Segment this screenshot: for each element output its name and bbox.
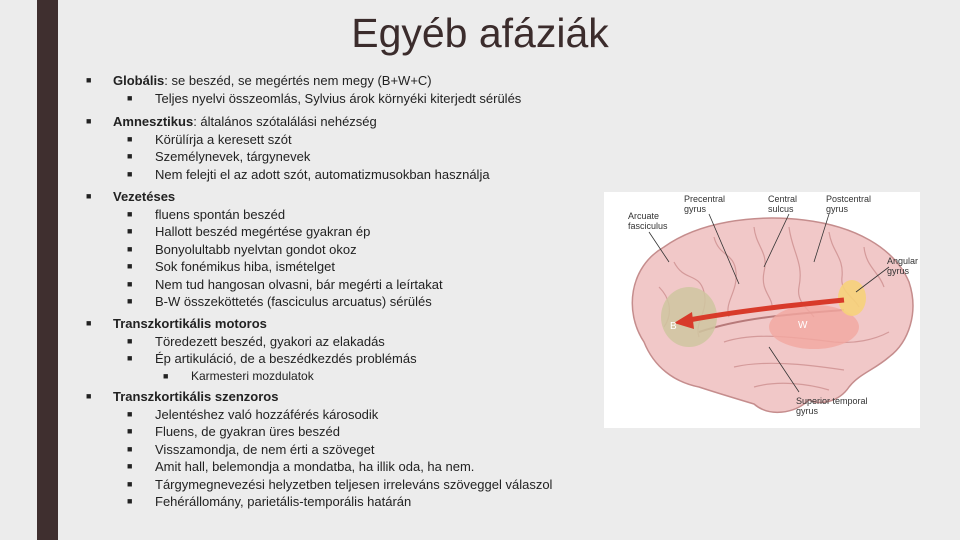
list-item: ■ Hallott beszéd megértése gyakran ép [127,224,371,239]
label-precentral-2: gyrus [684,204,707,214]
bullet-icon: ■ [127,296,133,306]
section-amnesztikus [86,113,490,183]
bullet-icon: ■ [127,278,133,289]
list-item: ■ Nem felejti el az adott szót, automatizmusokban használja [127,166,490,182]
section-head: ■ Vezetéses [86,189,176,204]
list-item: ■ Nem tud hangosan olvasni, bár megérti a leírtakat [127,276,443,292]
bullet-icon: ■ [86,391,92,401]
bullet-icon: ■ [127,226,133,236]
slide-title: Egyéb afáziák [351,10,609,56]
section-globalis [86,72,521,107]
bullet-icon: ■ [163,370,169,381]
section-head: ■ Amnesztikus: általános szótalálási nehézség [86,114,377,129]
section-head: ■ Globális: se beszéd, se megértés nem megy (B+W+C) [86,73,432,88]
section-transzkortikalis-szenzoros [86,388,552,511]
list-item: ■ Személynevek, tárgynevek [127,149,311,164]
bullet-icon: ■ [127,496,133,506]
bullet-icon: ■ [127,261,133,271]
left-accent-bar [37,0,58,540]
bullet-icon: ■ [127,353,133,363]
bullet-icon: ■ [127,92,133,103]
bullet-icon: ■ [127,461,133,471]
list-item: ■ Visszamondja, de nem érti a szöveget [127,441,375,457]
label-w: W [798,320,808,331]
bullet-icon: ■ [127,426,133,436]
bullet-icon: ■ [86,318,92,328]
bullet-icon: ■ [127,408,133,419]
list-item: ■ Fluens, de gyakran üres beszéd [127,424,340,439]
list-item: ■ Sok fonémikus hiba, ismételget [127,259,335,274]
list-item: ■ Teljes nyelvi összeomlás, Sylvius árok környéki kiterjedt sérülés [127,90,522,106]
label-angular-2: gyrus [887,266,910,276]
brain-illustration [604,192,920,428]
section-head: ■ Transzkortikális szenzoros [86,389,279,404]
bullet-icon: ■ [127,151,133,161]
label-superior-temporal: Superior temporal [796,396,868,406]
list-item: ■ Ép artikuláció, de a beszédkezdés problémás [127,351,417,366]
list-item: ■ Körülírja a keresett szót [127,131,292,147]
bullet-icon: ■ [86,191,92,201]
bullet-icon: ■ [127,478,133,489]
label-precentral: Precentral [684,194,726,204]
bullet-icon: ■ [86,116,92,126]
label-arcuate: Arcuate [628,211,660,221]
list-item: ■ B-W összeköttetés (fasciculus arcuatus) sérülés [127,294,432,309]
bullet-icon: ■ [127,208,133,219]
list-item: ■ Jelentéshez való hozzáférés károsodik [127,406,379,422]
list-item: ■ fluens spontán beszéd [127,206,286,222]
label-postcentral: Postcentral [826,194,872,204]
bullet-icon: ■ [127,443,133,454]
label-arcuate-2: fasciculus [628,221,668,231]
list-item: ■ Tárgymegnevezési helyzetben teljesen irreleváns szöveggel válaszol [127,476,553,492]
label-b: B [670,321,677,332]
bullet-icon: ■ [127,168,133,179]
list-item: ■ Fehérállomány, parietális-temporális határán [127,494,412,509]
section-vezeteses [86,188,443,311]
label-superior-temporal-2: gyrus [796,406,819,416]
label-angular: Angular [887,256,919,266]
brain-diagram [604,192,920,428]
list-item: ■ Amit hall, belemondja a mondatba, ha illik oda, ha nem. [127,459,475,474]
label-central: Central [768,194,798,204]
list-subitem: ■ Karmesteri mozdulatok [86,368,417,386]
list-item: ■ Bonyolultabb nyelvtan gondot okoz [127,241,357,257]
bullet-icon: ■ [127,335,133,346]
bullet-icon: ■ [86,75,92,85]
label-central-2: sulcus [768,204,794,214]
section-transzkortikalis-motoros [86,315,417,385]
bullet-icon: ■ [127,133,133,144]
label-postcentral-2: gyrus [826,204,849,214]
bullet-icon: ■ [127,243,133,254]
list-item: ■ Töredezett beszéd, gyakori az elakadás [127,333,385,349]
section-head: ■ Transzkortikális motoros [86,316,267,331]
